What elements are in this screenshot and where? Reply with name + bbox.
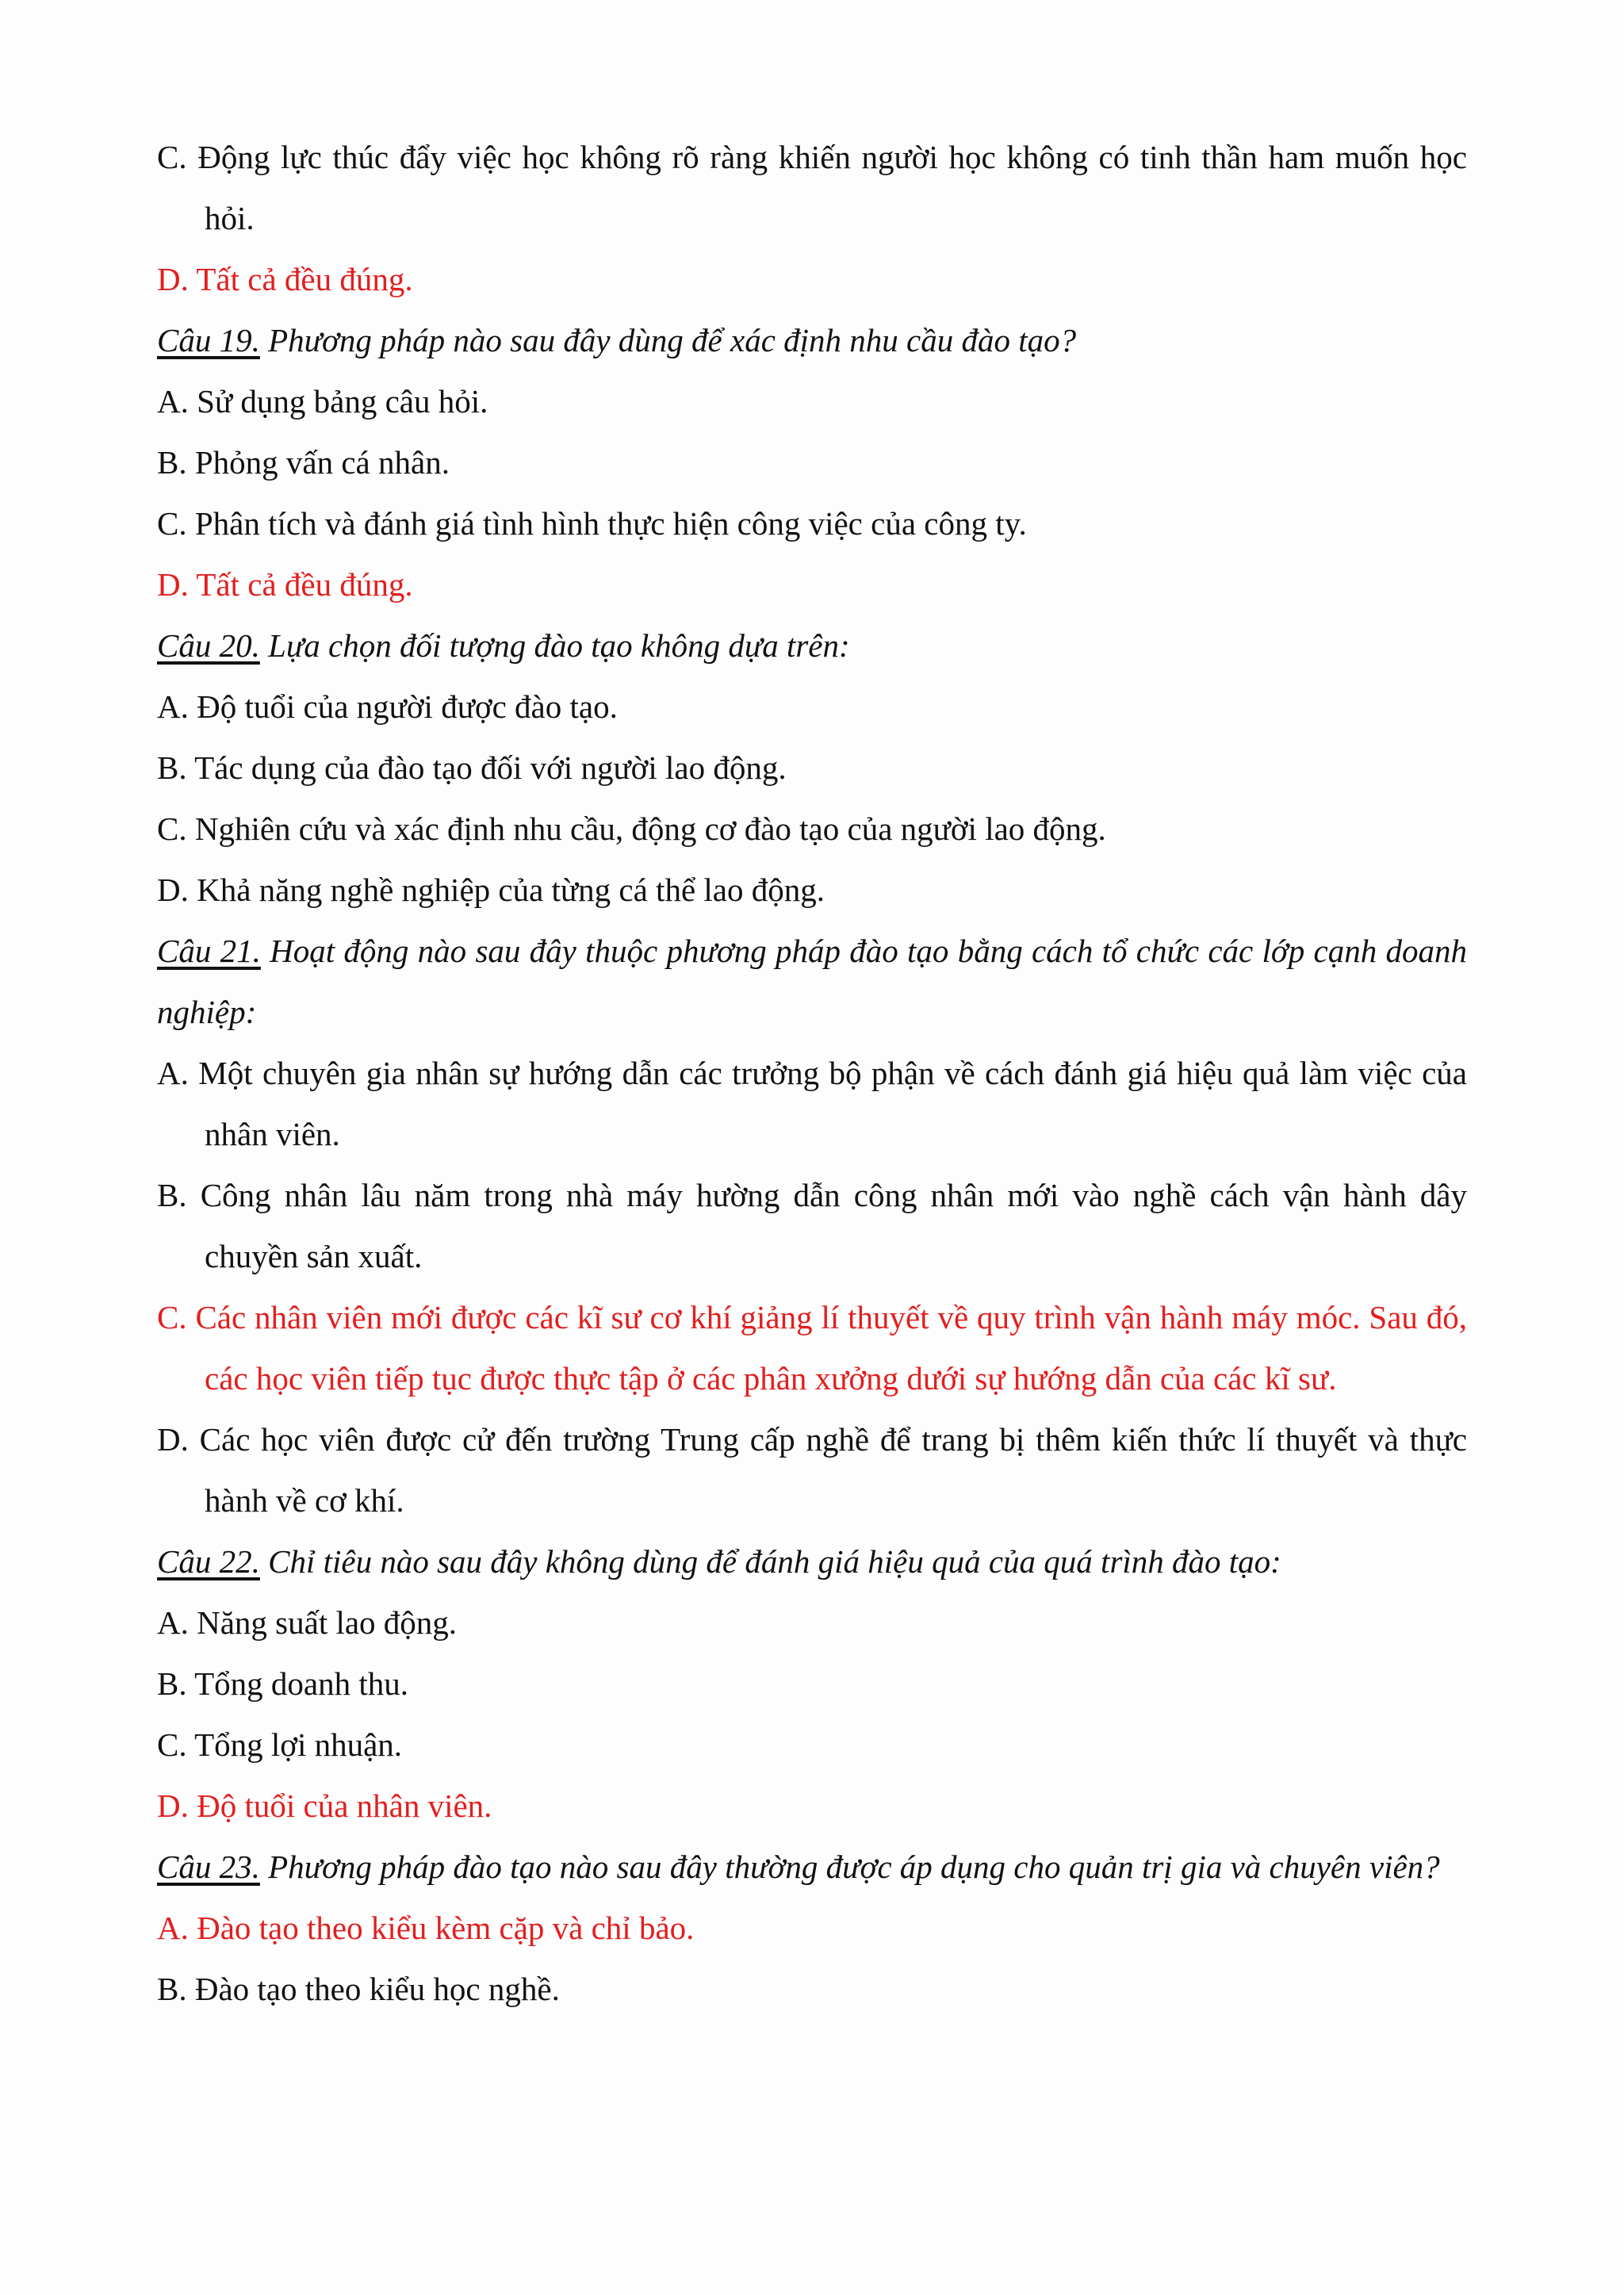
question-21-number: Câu 21. <box>157 933 261 969</box>
q21-option-c-correct: C. Các nhân viên mới được các kĩ sư cơ khí giảng lí thuyết về quy trình vận hành máy móc. Sau đó, các học viên tiếp tục được thực tập ở các phân xưởng dưới sự hướng dẫn của các kĩ sư. <box>157 1299 1467 1397</box>
question-20-text: Lựa chọn đối tượng đào tạo không dựa trên: <box>259 627 850 664</box>
question-22-number: Câu 22. <box>157 1543 260 1580</box>
question-19 <box>157 310 1467 371</box>
q20-option-b: B. Tác dụng của đào tạo đối với người lao động. <box>157 749 787 786</box>
q22-option-d-correct: D. Độ tuổi của nhân viên. <box>157 1787 492 1824</box>
q18-option-d-correct: D. Tất cả đều đúng. <box>157 261 413 297</box>
question-22 <box>157 1531 1467 1592</box>
question-21 <box>157 921 1467 1043</box>
question-22-text: Chỉ tiêu nào sau đây không dùng để đánh giá hiệu quả của quá trình đào tạo: <box>259 1543 1281 1580</box>
question-23 <box>157 1837 1467 1898</box>
q21-option-d: D. Các học viên được cử đến trường Trung cấp nghề để trang bị thêm kiến thức lí thuyết và thực hành về cơ khí. <box>157 1421 1467 1519</box>
q23-option-a-correct: A. Đào tạo theo kiểu kèm cặp và chỉ bảo. <box>157 1910 695 1946</box>
q22-option-a: A. Năng suất lao động. <box>157 1604 458 1641</box>
question-20 <box>157 615 1467 676</box>
q19-option-b: B. Phỏng vấn cá nhân. <box>157 444 450 481</box>
question-21-text: Hoạt động nào sau đây thuộc phương pháp đào tạo bằng cách tổ chức các lớp cạnh doanh nghiệp: <box>157 933 1467 1030</box>
q19-option-c: C. Phân tích và đánh giá tình hình thực hiện công việc của công ty. <box>157 505 1027 542</box>
q19-option-d-correct: D. Tất cả đều đúng. <box>157 566 413 603</box>
q23-option-b: B. Đào tạo theo kiểu học nghề. <box>157 1971 560 2007</box>
q18-option-c: C. Động lực thúc đẩy việc học không rõ ràng khiến người học không có tinh thần ham muốn học hỏi. <box>157 139 1467 236</box>
question-20-number: Câu 20. <box>157 627 260 664</box>
question-19-number: Câu 19. <box>157 322 260 358</box>
q22-option-c: C. Tổng lợi nhuận. <box>157 1726 403 1763</box>
q22-option-b: B. Tổng doanh thu. <box>157 1665 408 1702</box>
q20-option-d: D. Khả năng nghề nghiệp của từng cá thể lao động. <box>157 872 825 908</box>
document-page <box>157 127 1467 2020</box>
question-23-number: Câu 23. <box>157 1849 260 1885</box>
q21-option-b: B. Công nhân lâu năm trong nhà máy hường dẫn công nhân mới vào nghề cách vận hành dây chuyền sản xuất. <box>157 1177 1467 1274</box>
q21-option-a: A. Một chuyên gia nhân sự hướng dẫn các trưởng bộ phận về cách đánh giá hiệu quả làm việc của nhân viên. <box>157 1055 1467 1152</box>
q20-option-c: C. Nghiên cứu và xác định nhu cầu, động cơ đào tạo của người lao động. <box>157 810 1106 847</box>
question-23-text: Phương pháp đào tạo nào sau đây thường được áp dụng cho quản trị gia và chuyên viên? <box>259 1849 1440 1885</box>
q19-option-a: A. Sử dụng bảng câu hỏi. <box>157 383 488 420</box>
question-19-text: Phương pháp nào sau đây dùng để xác định nhu cầu đào tạo? <box>259 322 1077 358</box>
q20-option-a: A. Độ tuổi của người được đào tạo. <box>157 688 618 725</box>
